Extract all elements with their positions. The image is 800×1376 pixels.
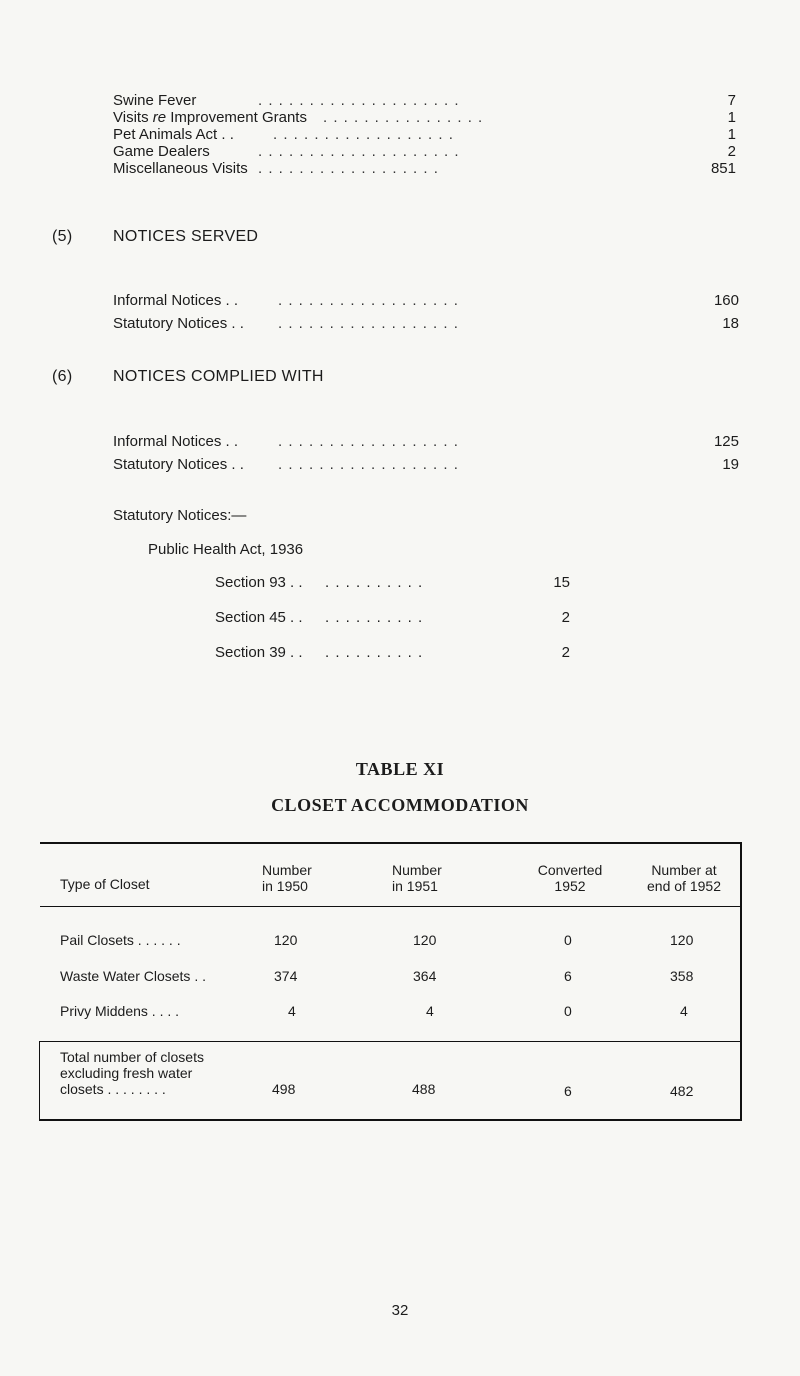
leader-dots: . . . . . . . . . . . . . . . . . . xyxy=(278,456,459,473)
notice-label: Informal Notices . . xyxy=(113,292,239,309)
row-1951: 4 xyxy=(426,1003,434,1019)
section-row xyxy=(215,609,570,626)
row-1950: 374 xyxy=(274,968,298,984)
col-header-end: Number at end of 1952 xyxy=(647,862,721,894)
col-header-1951: Number in 1951 xyxy=(392,862,442,894)
row-end: 120 xyxy=(670,932,694,948)
col-header-1950: Number in 1950 xyxy=(262,862,312,894)
notice-value: 19 xyxy=(722,456,739,473)
visit-value: 2 xyxy=(727,143,736,160)
notice-label: Statutory Notices . . xyxy=(113,315,244,332)
row-1950: 4 xyxy=(288,1003,296,1019)
col-header-type: Type of Closet xyxy=(60,876,150,892)
table-header-rule xyxy=(40,906,742,907)
notice-value: 125 xyxy=(713,433,739,450)
visit-label: Swine Fever xyxy=(113,92,197,109)
section-number: (5) xyxy=(52,228,73,245)
total-converted: 6 xyxy=(564,1083,572,1099)
visit-value: 851 xyxy=(710,160,736,177)
visit-value: 1 xyxy=(727,126,736,143)
table-total-rule xyxy=(40,1041,742,1042)
visit-row xyxy=(113,92,739,109)
section-value: 2 xyxy=(561,609,570,626)
notice-row xyxy=(113,315,739,332)
leader-dots: . . . . . . . . . . . . . . . . . . xyxy=(278,433,459,450)
visit-row xyxy=(113,143,739,160)
notice-row xyxy=(113,292,739,309)
row-1950: 120 xyxy=(274,932,298,948)
section-label: Section 45 . . xyxy=(215,609,303,626)
row-type: Pail Closets . . . . . . xyxy=(60,932,181,948)
notice-row xyxy=(113,433,739,450)
notice-value: 18 xyxy=(722,315,739,332)
leader-dots: . . . . . . . . . . xyxy=(325,574,424,591)
section-label: Section 39 . . xyxy=(215,644,303,661)
visit-value: 7 xyxy=(727,92,736,109)
visit-row xyxy=(113,109,739,126)
section-row xyxy=(215,644,570,661)
section-number: (6) xyxy=(52,368,73,385)
col-header-converted: Converted 1952 xyxy=(537,862,603,894)
leader-dots: . . . . . . . . . . . . . . . . . . . . xyxy=(258,143,460,160)
statutory-heading: Statutory Notices:— xyxy=(113,507,247,524)
leader-dots: . . . . . . . . . . xyxy=(325,609,424,626)
notice-label: Informal Notices . . xyxy=(113,433,239,450)
row-type: Waste Water Closets . . xyxy=(60,968,206,984)
visit-row xyxy=(113,160,739,177)
notice-row xyxy=(113,456,739,473)
section-label: Section 93 . . xyxy=(215,574,303,591)
row-end: 358 xyxy=(670,968,694,984)
leader-dots: . . . . . . . . . . . . . . . . . . xyxy=(278,315,459,332)
act-name: Public Health Act, 1936 xyxy=(148,541,304,558)
page-number: 32 xyxy=(391,1302,409,1319)
visit-label: Miscellaneous Visits xyxy=(113,160,248,177)
visit-label: Visits re Improvement Grants xyxy=(113,109,307,126)
section-row xyxy=(215,574,570,591)
row-type: Privy Middens . . . . xyxy=(60,1003,180,1019)
row-converted: 0 xyxy=(564,932,572,948)
row-1951: 364 xyxy=(413,968,437,984)
total-1951: 488 xyxy=(412,1081,436,1097)
notice-value: 160 xyxy=(713,292,739,309)
table-bottom-rule xyxy=(40,1119,742,1121)
section-heading: NOTICES SERVED xyxy=(113,228,259,245)
table-title: TABLE XI xyxy=(355,759,445,779)
section-value: 2 xyxy=(561,644,570,661)
total-label: Total number of closets excluding fresh water closets . . . . . . . . xyxy=(60,1049,204,1097)
total-1950: 498 xyxy=(272,1081,296,1097)
leader-dots: . . . . . . . . . . . . . . . . . . xyxy=(273,126,454,143)
section-heading: NOTICES COMPLIED WITH xyxy=(113,368,324,385)
table-right-rule xyxy=(740,842,742,1121)
row-converted: 0 xyxy=(564,1003,572,1019)
row-converted: 6 xyxy=(564,968,572,984)
leader-dots: . . . . . . . . . . . . . . . . xyxy=(323,109,484,126)
leader-dots: . . . . . . . . . . . . . . . . . . xyxy=(278,292,459,309)
leader-dots: . . . . . . . . . . xyxy=(325,644,424,661)
visit-label: Pet Animals Act . . xyxy=(113,126,234,143)
total-end: 482 xyxy=(670,1083,694,1099)
visit-row xyxy=(113,126,739,143)
notice-label: Statutory Notices . . xyxy=(113,456,244,473)
row-end: 4 xyxy=(680,1003,688,1019)
table-top-rule xyxy=(40,842,742,844)
leader-dots: . . . . . . . . . . . . . . . . . . . . xyxy=(258,92,460,109)
leader-dots: . . . . . . . . . . . . . . . . . . xyxy=(258,160,439,177)
table-subtitle: CLOSET ACCOMMODATION xyxy=(271,795,529,815)
visit-label: Game Dealers xyxy=(113,143,210,160)
visit-value: 1 xyxy=(727,109,736,126)
row-1951: 120 xyxy=(413,932,437,948)
table-left-rule xyxy=(39,1041,40,1121)
section-value: 15 xyxy=(553,574,570,591)
